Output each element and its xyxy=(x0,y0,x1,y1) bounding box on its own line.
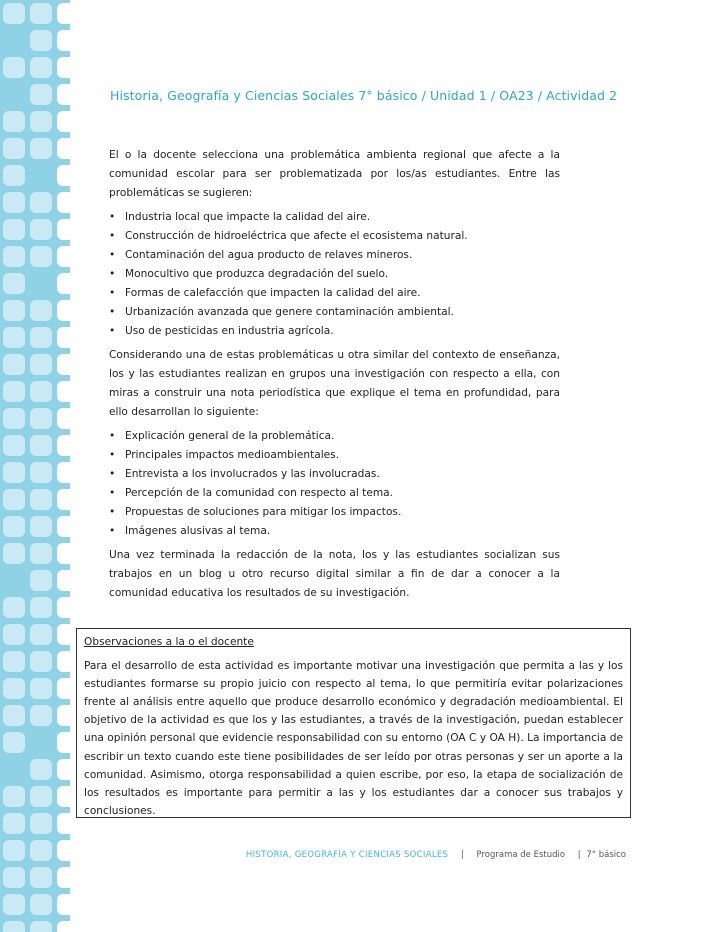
decorative-tile xyxy=(57,570,70,591)
decorative-tile xyxy=(3,624,25,645)
decorative-tile xyxy=(30,84,52,105)
decorative-tile xyxy=(3,813,25,834)
decorative-tile xyxy=(30,3,52,24)
decorative-tile xyxy=(57,57,70,78)
decorative-tile xyxy=(3,354,25,375)
decorative-tile xyxy=(3,3,25,24)
decorative-tile xyxy=(57,624,70,645)
decorative-tile xyxy=(30,408,52,429)
decorative-tile xyxy=(3,597,25,618)
decorative-tile xyxy=(30,867,52,888)
decorative-tile xyxy=(57,300,70,321)
decorative-tile xyxy=(3,219,25,240)
breadcrumb: Historia, Geografía y Ciencias Sociales 7° básico / Unidad 1 / OA23 / Actividad 2 xyxy=(110,88,618,103)
decorative-tile xyxy=(3,408,25,429)
decorative-tile xyxy=(30,30,52,51)
decorative-tile xyxy=(57,84,70,105)
list-item: • Formas de calefacción que impacten la calidad del aire. xyxy=(109,284,560,303)
decorative-tile xyxy=(30,57,52,78)
decorative-tile xyxy=(30,111,52,132)
list-item: • Construcción de hidroeléctrica que afecte el ecosistema natural. xyxy=(109,227,560,246)
decorative-tile xyxy=(3,921,25,932)
decorative-tile xyxy=(57,489,70,510)
list-item: • Percepción de la comunidad con respecto al tema. xyxy=(109,484,560,503)
decorative-tile xyxy=(30,678,52,699)
decorative-tile xyxy=(57,246,70,267)
decorative-tile xyxy=(57,408,70,429)
decorative-tile xyxy=(57,651,70,672)
decorative-tile xyxy=(57,759,70,780)
decorative-tile xyxy=(57,354,70,375)
decorative-tile xyxy=(30,813,52,834)
decorative-tile xyxy=(3,327,25,348)
decorative-tile xyxy=(3,894,25,915)
decorative-tile xyxy=(57,30,70,51)
list-item: • Urbanización avanzada que genere contaminación ambiental. xyxy=(109,303,560,322)
decorative-tile xyxy=(57,273,70,294)
decorative-tile xyxy=(57,138,70,159)
decorative-tile xyxy=(30,651,52,672)
decorative-tile xyxy=(30,624,52,645)
decorative-tile xyxy=(57,165,70,186)
decorative-tile xyxy=(30,354,52,375)
decorative-tile xyxy=(30,840,52,861)
decorative-tile xyxy=(57,597,70,618)
decorative-tile xyxy=(30,462,52,483)
decorative-tile-border xyxy=(0,0,70,932)
decorative-tile xyxy=(3,543,25,564)
activity-content xyxy=(109,146,560,608)
page-footer xyxy=(246,850,626,860)
decorative-tile xyxy=(30,327,52,348)
decorative-tile xyxy=(57,219,70,240)
decorative-tile xyxy=(30,435,52,456)
decorative-tile xyxy=(57,840,70,861)
decorative-tile xyxy=(57,111,70,132)
decorative-tile xyxy=(30,597,52,618)
decorative-tile xyxy=(3,273,25,294)
decorative-tile xyxy=(30,894,52,915)
decorative-tile xyxy=(57,732,70,753)
decorative-tile xyxy=(57,462,70,483)
problems-list xyxy=(109,208,560,341)
decorative-tile xyxy=(30,921,52,932)
decorative-tile xyxy=(3,57,25,78)
steps-list xyxy=(109,427,560,541)
footer-grade: 7° básico xyxy=(586,850,626,860)
list-item: • Propuestas de soluciones para mitigar los impactos. xyxy=(109,503,560,522)
decorative-tile xyxy=(30,300,52,321)
decorative-tile xyxy=(3,678,25,699)
decorative-tile xyxy=(3,111,25,132)
list-item: • Contaminación del agua producto de relaves mineros. xyxy=(109,246,560,265)
decorative-tile xyxy=(3,246,25,267)
intro-paragraph: El o la docente selecciona una problemática ambienta regional que afecte a la comunidad escolar para ser problematizada por los/as estudiantes. Entre las problemáticas se sugieren: xyxy=(109,149,560,199)
list-item: • Entrevista a los involucrados y las involucradas. xyxy=(109,465,560,484)
decorative-tile xyxy=(30,759,52,780)
decorative-tile xyxy=(3,732,25,753)
closing-paragraph: Una vez terminada la redacción de la nota, los y las estudiantes socializan sus trabajos en un blog u otro recurso digital similar a fin de dar a conocer a la comunidad educativa los resultados de su investigación. xyxy=(109,549,560,599)
decorative-tile xyxy=(3,516,25,537)
decorative-tile xyxy=(57,894,70,915)
decorative-tile xyxy=(57,516,70,537)
footer-subject: HISTORIA, GEOGRAFÍA Y CIENCIAS SOCIALES xyxy=(245,850,449,860)
list-item: • Explicación general de la problemática. xyxy=(109,427,560,446)
decorative-tile xyxy=(30,516,52,537)
decorative-tile xyxy=(3,300,25,321)
decorative-tile xyxy=(57,543,70,564)
decorative-tile xyxy=(57,435,70,456)
decorative-tile xyxy=(30,543,52,564)
decorative-tile xyxy=(57,813,70,834)
observations-title: Observaciones a la o el docente xyxy=(84,636,254,648)
decorative-tile xyxy=(57,786,70,807)
decorative-tile xyxy=(3,165,25,186)
decorative-tile xyxy=(3,786,25,807)
list-item: • Imágenes alusivas al tema. xyxy=(109,522,560,541)
decorative-tile xyxy=(30,219,52,240)
decorative-tile xyxy=(3,840,25,861)
decorative-tile xyxy=(30,705,52,726)
decorative-tile xyxy=(57,381,70,402)
decorative-tile xyxy=(3,489,25,510)
list-item: • Industria local que impacte la calidad del aire. xyxy=(109,208,560,227)
decorative-tile xyxy=(30,489,52,510)
footer-separator: | xyxy=(460,850,464,860)
decorative-tile xyxy=(3,138,25,159)
decorative-tile xyxy=(3,435,25,456)
decorative-tile xyxy=(57,192,70,213)
observations-box xyxy=(76,628,631,818)
decorative-tile xyxy=(57,705,70,726)
decorative-tile xyxy=(3,462,25,483)
decorative-tile xyxy=(30,570,52,591)
observations-text: Para el desarrollo de esta actividad es importante motivar una investigación que permita a las y los estudiantes formarse su propio juicio con respecto al tema, lo que permitiría evitar polarizaciones frente al análisis entre aquello que produce desarrollo económico y degradación medioambiental. El objetivo de la actividad es que los y las estudiantes, a través de la investigación, puedan establecer una opinión personal que evidencie responsabilidad con su entorno (OA C y OA H). La importancia de escribir un texto cuando este tiene posibilidades de ser leído por otras personas y ser un aporte a la comunidad. Asimismo, otorga responsabilidad a quien escribe, por eso, la etapa de socialización de los resultados es importante para permitir a las y los estudiantes dar a conocer sus trabajos y conclusiones. xyxy=(84,660,623,817)
list-item: • Principales impactos medioambientales. xyxy=(109,446,560,465)
decorative-tile xyxy=(30,786,52,807)
list-item: • Uso de pesticidas en industria agrícola. xyxy=(109,322,560,341)
decorative-tile xyxy=(57,921,70,932)
decorative-tile xyxy=(3,705,25,726)
middle-paragraph: Considerando una de estas problemáticas u otra similar del contexto de enseñanza, los y las estudiantes realizan en grupos una investigación con respecto a ella, con miras a construir una nota periodística que explique el tema en profundidad, para ello desarrollan lo siguiente: xyxy=(109,349,560,418)
decorative-tile xyxy=(3,867,25,888)
decorative-tile xyxy=(30,381,52,402)
decorative-tile xyxy=(57,867,70,888)
footer-separator: | xyxy=(577,850,581,860)
decorative-tile xyxy=(30,246,52,267)
decorative-tile xyxy=(57,678,70,699)
decorative-tile xyxy=(30,138,52,159)
list-item: • Monocultivo que produzca degradación del suelo. xyxy=(109,265,560,284)
footer-program: Programa de Estudio xyxy=(476,850,566,860)
decorative-tile xyxy=(30,192,52,213)
decorative-tile xyxy=(3,192,25,213)
decorative-tile xyxy=(3,381,25,402)
decorative-tile xyxy=(57,3,70,24)
decorative-tile xyxy=(3,651,25,672)
decorative-tile xyxy=(57,327,70,348)
